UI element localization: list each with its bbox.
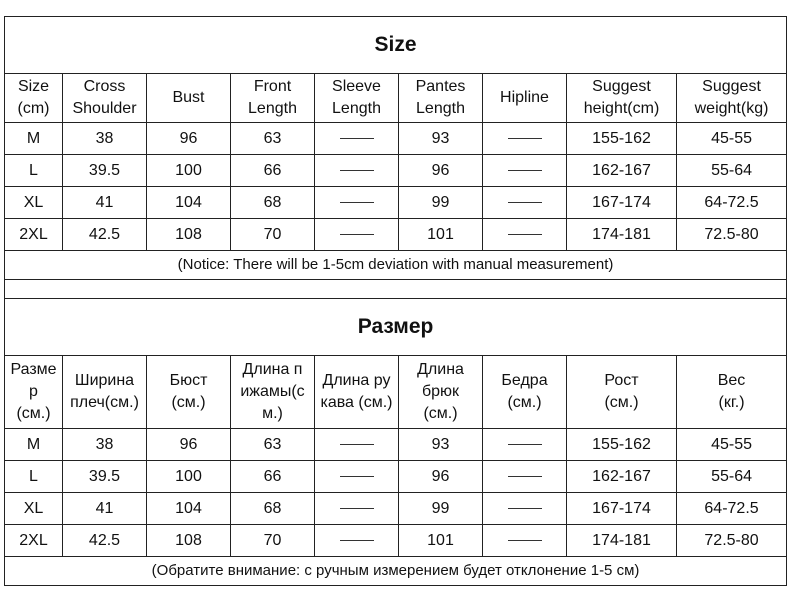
header-cell: Cross Shoulder (63, 74, 147, 123)
empty-dash (483, 155, 567, 187)
empty-dash (315, 429, 399, 461)
dash-line (508, 170, 542, 171)
table-cell: 155-162 (567, 123, 677, 155)
dash-line (340, 540, 374, 541)
empty-dash (315, 461, 399, 493)
table-row (5, 219, 787, 251)
header-cell: Длина брюк (см.) (399, 356, 483, 429)
empty-dash (315, 155, 399, 187)
table-row (5, 493, 787, 525)
table-cell: 96 (147, 429, 231, 461)
table-cell: 38 (63, 123, 147, 155)
table-cell: 72.5-80 (677, 525, 787, 557)
size-chart (4, 16, 786, 586)
table-cell: 100 (147, 155, 231, 187)
header-cell: Suggest weight(kg) (677, 74, 787, 123)
empty-dash (315, 123, 399, 155)
table-cell: 174-181 (567, 219, 677, 251)
table-row (5, 429, 787, 461)
table-cell: 93 (399, 429, 483, 461)
empty-dash (483, 187, 567, 219)
empty-dash (483, 429, 567, 461)
header-cell: Длина п ижамы(с м.) (231, 356, 315, 429)
table-cell: 68 (231, 187, 315, 219)
table-cell: 39.5 (63, 155, 147, 187)
header-cell: Bust (147, 74, 231, 123)
table-cell: 70 (231, 219, 315, 251)
dash-line (508, 138, 542, 139)
header-cell: Бюст (см.) (147, 356, 231, 429)
header-row-en (5, 74, 787, 123)
empty-dash (483, 525, 567, 557)
table-cell: 38 (63, 429, 147, 461)
size-label: XL (5, 493, 63, 525)
table-cell: 45-55 (677, 429, 787, 461)
table-cell: 104 (147, 187, 231, 219)
empty-dash (483, 493, 567, 525)
dash-line (508, 476, 542, 477)
table-row (5, 525, 787, 557)
dash-line (340, 138, 374, 139)
table-cell: 96 (399, 461, 483, 493)
table-cell: 167-174 (567, 493, 677, 525)
header-cell: Длина ру кава (см.) (315, 356, 399, 429)
table-cell: 63 (231, 123, 315, 155)
table-cell: 72.5-80 (677, 219, 787, 251)
dash-line (340, 170, 374, 171)
header-cell: Разме р (см.) (5, 356, 63, 429)
table-row (5, 123, 787, 155)
table-row (5, 461, 787, 493)
table-cell: 167-174 (567, 187, 677, 219)
table-cell: 66 (231, 155, 315, 187)
header-cell: Рост (см.) (567, 356, 677, 429)
table-cell: 162-167 (567, 461, 677, 493)
table-cell: 99 (399, 493, 483, 525)
table-cell: 39.5 (63, 461, 147, 493)
table-cell: 108 (147, 525, 231, 557)
table-cell: 96 (147, 123, 231, 155)
notice-ru: (Обратите внимание: с ручным измерением будет отклонение 1-5 см) (5, 557, 787, 586)
size-title: Size (5, 17, 787, 74)
dash-line (508, 444, 542, 445)
header-cell: Pantes Length (399, 74, 483, 123)
table-cell: 42.5 (63, 525, 147, 557)
dash-line (340, 444, 374, 445)
table-spacer (5, 280, 787, 299)
table-cell: 108 (147, 219, 231, 251)
table-cell: 99 (399, 187, 483, 219)
table-cell: 162-167 (567, 155, 677, 187)
table-cell: 101 (399, 219, 483, 251)
size-label: XL (5, 187, 63, 219)
table-cell: 42.5 (63, 219, 147, 251)
table-cell: 45-55 (677, 123, 787, 155)
empty-dash (483, 461, 567, 493)
table-cell: 55-64 (677, 461, 787, 493)
notice-en: (Notice: There will be 1-5cm deviation with manual measurement) (5, 251, 787, 280)
empty-dash (483, 123, 567, 155)
table-cell: 93 (399, 123, 483, 155)
header-cell: Бедра (см.) (483, 356, 567, 429)
table-cell: 104 (147, 493, 231, 525)
empty-dash (315, 525, 399, 557)
table-cell: 96 (399, 155, 483, 187)
dash-line (340, 234, 374, 235)
size-label: 2XL (5, 525, 63, 557)
table-cell: 174-181 (567, 525, 677, 557)
table-cell: 55-64 (677, 155, 787, 187)
dash-line (340, 476, 374, 477)
dash-line (508, 202, 542, 203)
table-cell: 66 (231, 461, 315, 493)
size-title-ru: Размер (5, 299, 787, 356)
dash-line (340, 202, 374, 203)
header-cell: Suggest height(cm) (567, 74, 677, 123)
table-cell: 41 (63, 187, 147, 219)
table-cell: 68 (231, 493, 315, 525)
dash-line (508, 508, 542, 509)
table-cell: 155-162 (567, 429, 677, 461)
table-cell: 63 (231, 429, 315, 461)
size-label: L (5, 461, 63, 493)
header-row-ru (5, 356, 787, 429)
dash-line (508, 234, 542, 235)
header-cell: Hipline (483, 74, 567, 123)
table-cell: 64-72.5 (677, 187, 787, 219)
table-cell: 41 (63, 493, 147, 525)
empty-dash (315, 493, 399, 525)
dash-line (508, 540, 542, 541)
table-cell: 100 (147, 461, 231, 493)
empty-dash (315, 187, 399, 219)
header-cell: Front Length (231, 74, 315, 123)
table-cell: 101 (399, 525, 483, 557)
size-tables (4, 16, 787, 586)
header-cell: Вес (кг.) (677, 356, 787, 429)
dash-line (340, 508, 374, 509)
empty-dash (315, 219, 399, 251)
table-row (5, 155, 787, 187)
header-cell: Size (cm) (5, 74, 63, 123)
table-row (5, 187, 787, 219)
header-cell: Ширина плеч(см.) (63, 356, 147, 429)
table-cell: 70 (231, 525, 315, 557)
size-label: 2XL (5, 219, 63, 251)
size-label: M (5, 123, 63, 155)
empty-dash (483, 219, 567, 251)
header-cell: Sleeve Length (315, 74, 399, 123)
size-label: L (5, 155, 63, 187)
table-cell: 64-72.5 (677, 493, 787, 525)
size-label: M (5, 429, 63, 461)
